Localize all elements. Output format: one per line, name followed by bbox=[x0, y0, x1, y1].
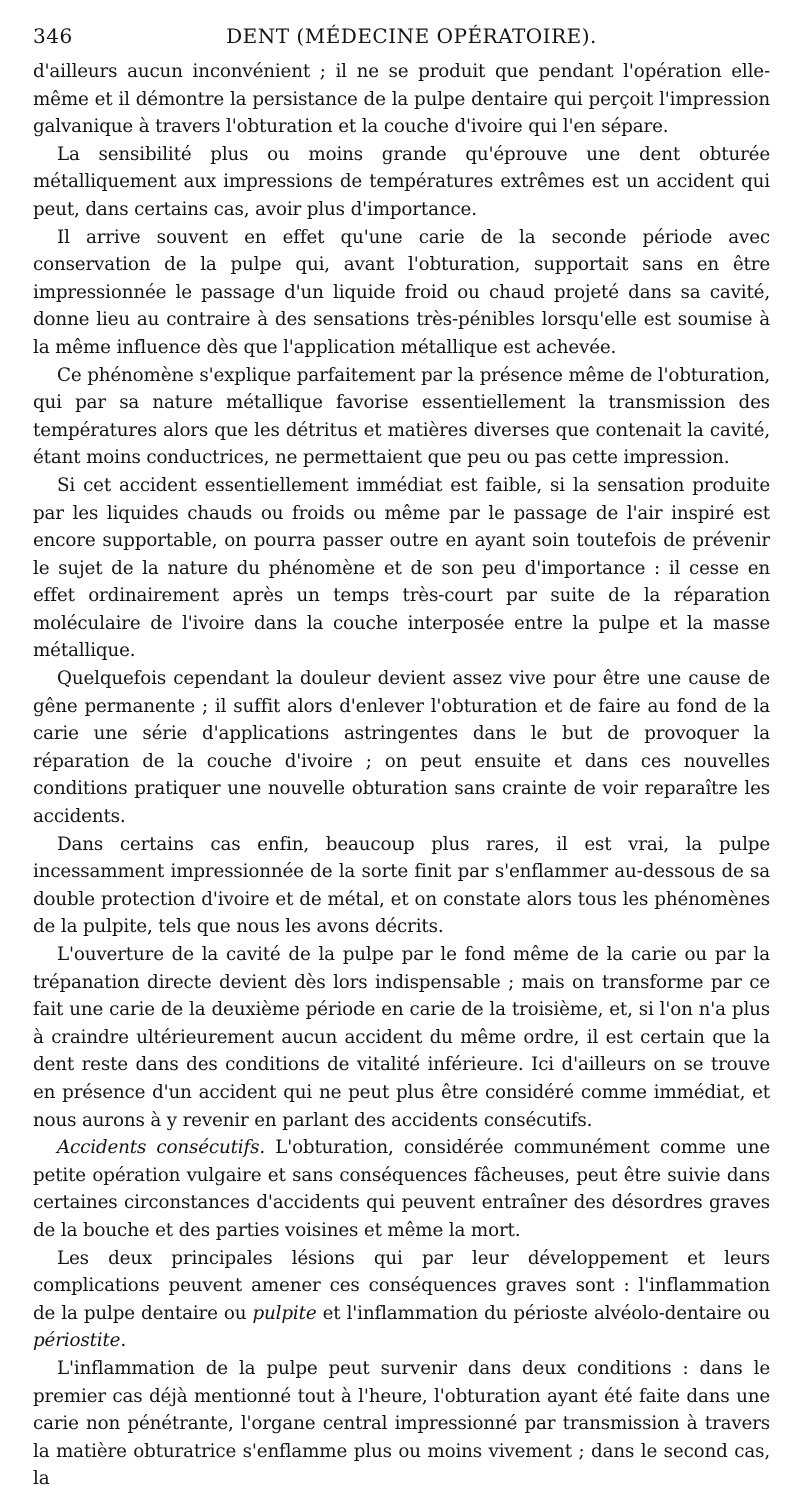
page-number: 346 bbox=[33, 24, 73, 48]
paragraph-10 bbox=[33, 1245, 770, 1355]
term-pulpite: pulpite bbox=[252, 1302, 317, 1324]
term-periostite: périostite bbox=[33, 1330, 121, 1352]
paragraph-11: L'inflammation de la pulpe peut survenir dans deux conditions : dans le premier cas déjà mentionné tout à l'heure, l'obturation ayant été faite dans une carie non pénétrante, l'organe central impressionné par transmission à travers la matière obturatrice s'enflamme plus ou moins vivement ; dans le second cas, la bbox=[33, 1357, 770, 1490]
paragraph-1: d'ailleurs aucun inconvénient ; il ne se produit que pendant l'opération elle-même et il démontre la persistance de la pulpe dentaire qui perçoit l'impression galvanique à travers l'obturation et la couche d'ivoire qui l'en sépare. bbox=[33, 61, 770, 138]
paragraph-9-text: L'obturation, considérée communément comme une petite opération vulgaire et sans conséquences fâcheuses, peut être suivie dans certaines circonstances d'accidents qui peuvent entraîner des désordres graves de la bouche et des parties voisines et même la mort. bbox=[33, 1137, 770, 1241]
section-heading: Accidents consécutifs. bbox=[57, 1137, 265, 1159]
paragraph-9 bbox=[33, 1134, 770, 1244]
paragraph-8: L'ouverture de la cavité de la pulpe par le fond même de la carie ou par la trépanation directe devient dès lors indispensable ; mais on transforme par ce fait une carie de la deuxième période en carie de la troisième, et, si l'on n'a plus à craindre ultérieurement aucun accident du même ordre, il est certain que la dent reste dans des conditions de vitalité inférieure. Ici d'ailleurs on se trouve en présence d'un accident qui ne peut plus être considéré comme immédiat, et nous aurons à y revenir en parlant des accidents consécutifs. bbox=[33, 944, 770, 1131]
paragraph-10-text-b: et l'inflammation du périoste alvéolo-dentaire ou bbox=[316, 1302, 771, 1324]
paragraph-2: La sensibilité plus ou moins grande qu'éprouve une dent obturée métalliquement aux impressions de températures extrêmes est un accident qui peut, dans certains cas, avoir plus d'importance. bbox=[33, 143, 770, 220]
paragraph-7: Dans certains cas enfin, beaucoup plus rares, il est vrai, la pulpe incessamment impressionnée de la sorte finit par s'enflammer au-dessous de sa double protection d'ivoire et de métal, et on constate alors tous les phénomènes de la pulpite, tels que nous les avons décrits. bbox=[33, 833, 770, 938]
paragraph-3: Il arrive souvent en effet qu'une carie de la seconde période avec conservation de la pulpe qui, avant l'obturation, supportait sans en être impressionnée le passage d'un liquide froid ou chaud projeté dans sa cavité, donne lieu au contraire à des sensations très-pénibles lorsqu'elle est soumise à la même influence dès que l'application métallique est achevée. bbox=[33, 226, 770, 358]
running-head: DENT (MÉDECINE OPÉRATOIRE). bbox=[226, 24, 597, 48]
paragraph-10-text-c: . bbox=[120, 1330, 127, 1352]
paragraph-10-text-a: Les deux principales lésions qui par leur développement et leurs complications peuvent amener ces conséquences graves sont : l'inflammation de la pulpe dentaire ou bbox=[33, 1247, 770, 1324]
page-header bbox=[33, 24, 770, 58]
paragraph-5: Si cet accident essentiellement immédiat est faible, si la sensation produite par les liquides chauds ou froids ou même par le passage de l'air inspiré est encore supportable, on pourra passer outre en ayant soin toutefois de prévenir le sujet de la nature du phénomène et de son peu d'importance : il cesse en effet ordinairement après un temps très-court par suite de la réparation moléculaire de l'ivoire dans la couche interposée entre la pulpe et la masse métallique. bbox=[33, 474, 770, 662]
paragraph-4: Ce phénomène s'explique parfaitement par la présence même de l'obturation, qui par sa nature métallique favorise essentiellement la transmission des températures alors que les détritus et matières diverses que contenait la cavité, étant moins conductrices, ne permettaient que peu ou pas cette impression. bbox=[33, 364, 770, 469]
paragraph-6: Quelquefois cependant la douleur devient assez vive pour être une cause de gêne permanente ; il suffit alors d'enlever l'obturation et de faire au fond de la carie une série d'applications astringentes dans le but de provoquer la réparation de la couche d'ivoire ; on peut ensuite et dans ces nouvelles conditions pratiquer une nouvelle obturation sans crainte de voir reparaître les accidents. bbox=[33, 668, 770, 828]
body-text bbox=[33, 58, 770, 1493]
